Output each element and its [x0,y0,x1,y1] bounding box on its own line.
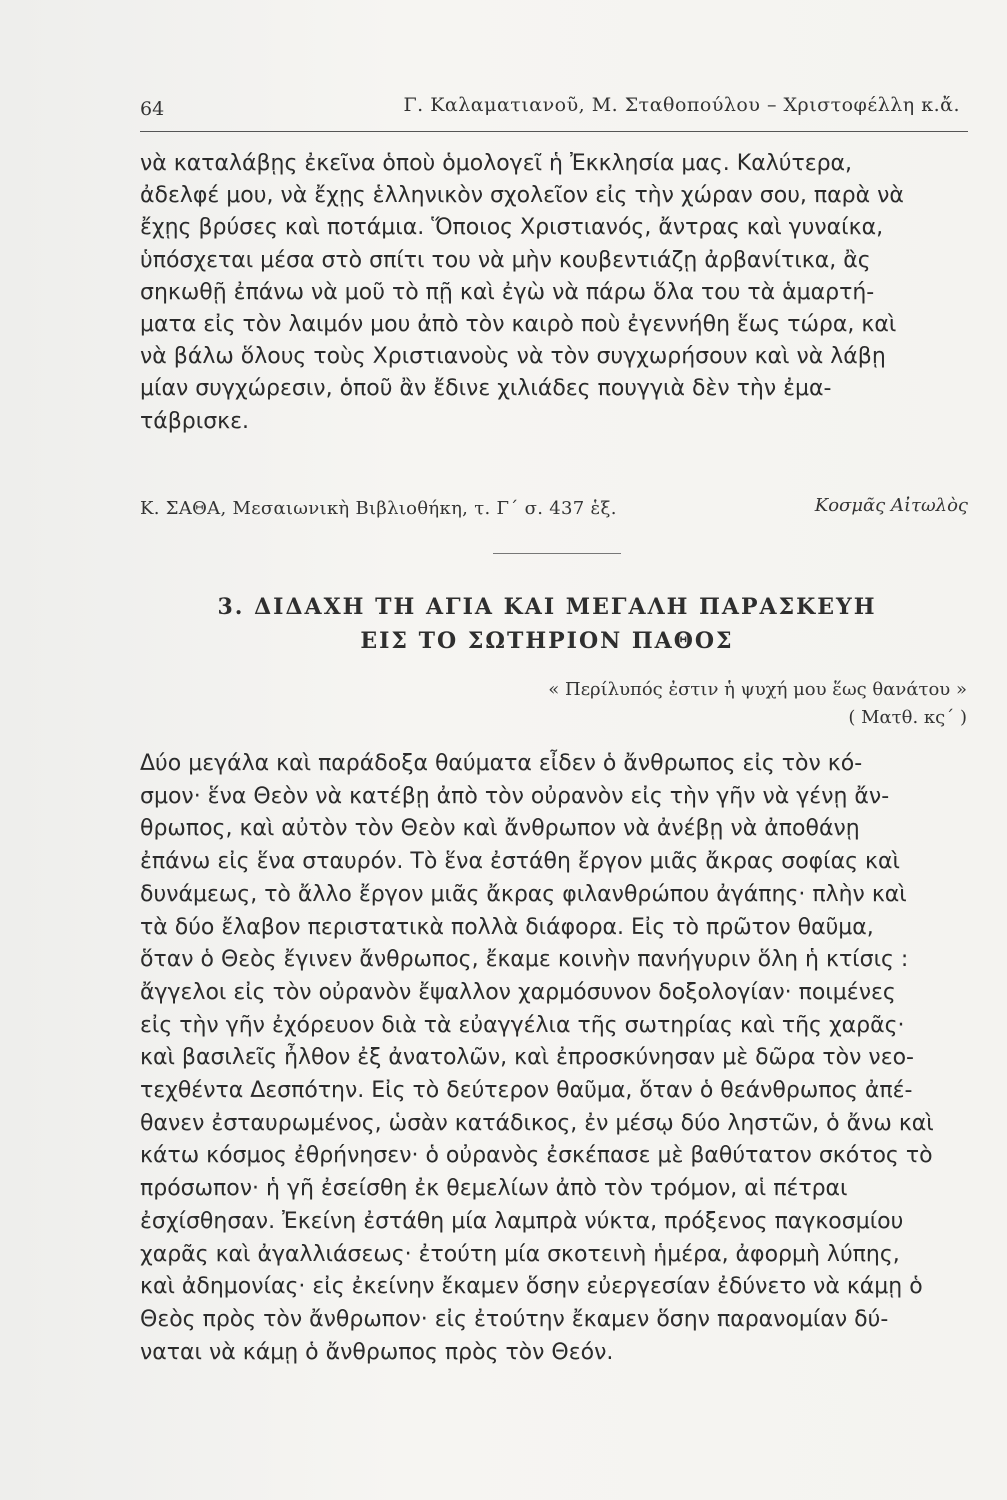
section-title-line-2: ΕΙΣ ΤΟ ΣΩΤΗΡΙΟΝ ΠΑΘΟΣ [360,628,734,654]
citation-line [140,493,968,529]
section-divider [493,553,621,554]
epigraph [548,676,967,732]
citation-author: Κοσμᾶς Αἰτωλὸς [814,495,968,516]
citation-source: Κ. ΣΑΘΑ, Μεσαιωνικὴ Βιβλιοθήκη, τ. Γ΄ σ. 437 ἑξ. [140,498,617,519]
section-title-line-1: 3. ΔΙΔΑΧΗ ΤΗ ΑΓΙΑ ΚΑΙ ΜΕΓΑΛΗ ΠΑΡΑΣΚΕΥΗ [217,594,877,620]
section-title [197,590,897,658]
running-head [140,94,965,130]
epigraph-quote: « Περίλυπός ἐστιν ἡ ψυχή μου ἕως θανάτου » [548,679,967,700]
header-rule [140,131,968,132]
running-head-title: Γ. Καλαματιανοῦ, Μ. Σταθοπούλου – Χριστοφέλλη κ.ἄ. [403,94,960,116]
epigraph-reference: ( Ματθ. κς΄ ) [848,707,967,728]
page-number: 64 [140,98,165,120]
sermon-body: Δύο μεγάλα καὶ παράδοξα θαύματα εἶδεν ὁ ἄνθρωπος εἰς τὸν κό- σμον· ἕνα Θεὸν νὰ κατέβῃ ἀπὸ τὸν οὐρανὸν εἰς τὴν γῆν νὰ γένῃ ἄν- θρωπος, καὶ αὐτὸν τὸν Θεὸν καὶ ἄνθρωπον νὰ ἀνέβῃ νὰ ἀποθάνῃ ἐπάνω εἰς ἕνα σταυρόν. Τὸ ἕνα ἐστάθη ἔργον μιᾶς ἄκρας σοφίας καὶ δυνάμεως, τὸ ἄλλο ἔργον μιᾶς ἄκρας φιλανθρώπου ἀγάπης· πλὴν καὶ τὰ δύο ἔλαβον περιστατικὰ πολλὰ διάφορα. Εἰς τὸ πρῶτον θαῦμα, ὅταν ὁ Θεὸς ἔγινεν ἄνθρωπος, ἔκαμε κοινὴν πανήγυριν ὅλη ἡ κτίσις : ἄγγελοι εἰς τὸν οὐρανὸν ἔψαλλον χαρμόσυνον δοξολογίαν· ποιμένες εἰς τὴν γῆν ἐχόρευον διὰ τὰ εὐαγγέλια τῆς σωτηρίας καὶ τῆς χαρᾶς· καὶ βασιλεῖς ἦλθον ἐξ ἀνατολῶν, καὶ ἐπροσκύνησαν μὲ δῶρα τὸν νεο- τεχθέντα Δεσπότην. Εἰς τὸ δεύτερον θαῦμα, ὅταν ὁ θεάνθρωπος ἀπέ- θανεν ἐσταυρωμένος, ὡσὰν κατάδικος, ἐν μέσῳ δύο ληστῶν, ὁ ἄνω καὶ κάτω κόσμος ἐθρήνησεν· ὁ οὐρανὸς ἐσκέπασε μὲ βαθύτατον σκότος τὸ πρόσωπον· ἡ γῆ ἐσείσθη ἐκ θεμελίων ἀπὸ τὸν τρόμον, αἱ πέτραι ἐσχίσθησαν. Ἐκείνη ἐστάθη μία λαμπρὰ νύκτα, πρόξενος παγκοσμίου χαρᾶς καὶ ἀγαλλιάσεως· ἐτούτη μία σκοτεινὴ ἡμέρα, ἀφορμὴ λύπης, καὶ ἀδημονίας· εἰς ἐκείνην ἔκαμεν ὅσην εὐεργεσίαν ἐδύνετο νὰ κάμῃ ὁ Θεὸς πρὸς τὸν ἄνθρωπον· εἰς ἐτούτην ἔκαμεν ὅσην παρανομίαν δύ- ναται νὰ κάμῃ ὁ ἄνθρωπος πρὸς τὸν Θεόν. [140,751,934,1365]
intro-paragraph: νὰ καταλάβῃς ἐκεῖνα ὁποὺ ὁμολογεῖ ἡ Ἐκκλησία μας. Καλύτερα, ἀδελφέ μου, νὰ ἔχῃς ἑλληνικὸν σχολεῖον εἰς τὴν χώραν σου, παρὰ νὰ ἔχῃς βρύσες καὶ ποτάμια. Ὅποιος Χριστιανός, ἄντρας καὶ γυναίκα, ὑπόσχεται μέσα στὸ σπίτι του νὰ μὴν κουβεντιάζῃ ἀρβανίτικα, ἂς σηκωθῇ ἐπάνω νὰ μοῦ τὸ πῇ καὶ ἐγὼ νὰ πάρω ὅλα του τὰ ἁμαρτή- ματα εἰς τὸν λαιμόν μου ἀπὸ τὸν καιρὸ ποὺ ἐγεννήθη ἕως τώρα, καὶ νὰ βάλω ὅλους τοὺς Χριστιανοὺς νὰ τὸν συγχωρήσουν καὶ νὰ λάβῃ μίαν συγχώρεσιν, ὁποῦ ἂν ἔδινε χιλιάδες πουγγιὰ δὲν τὴν ἐμα- τάβρισκε. [140,151,904,434]
